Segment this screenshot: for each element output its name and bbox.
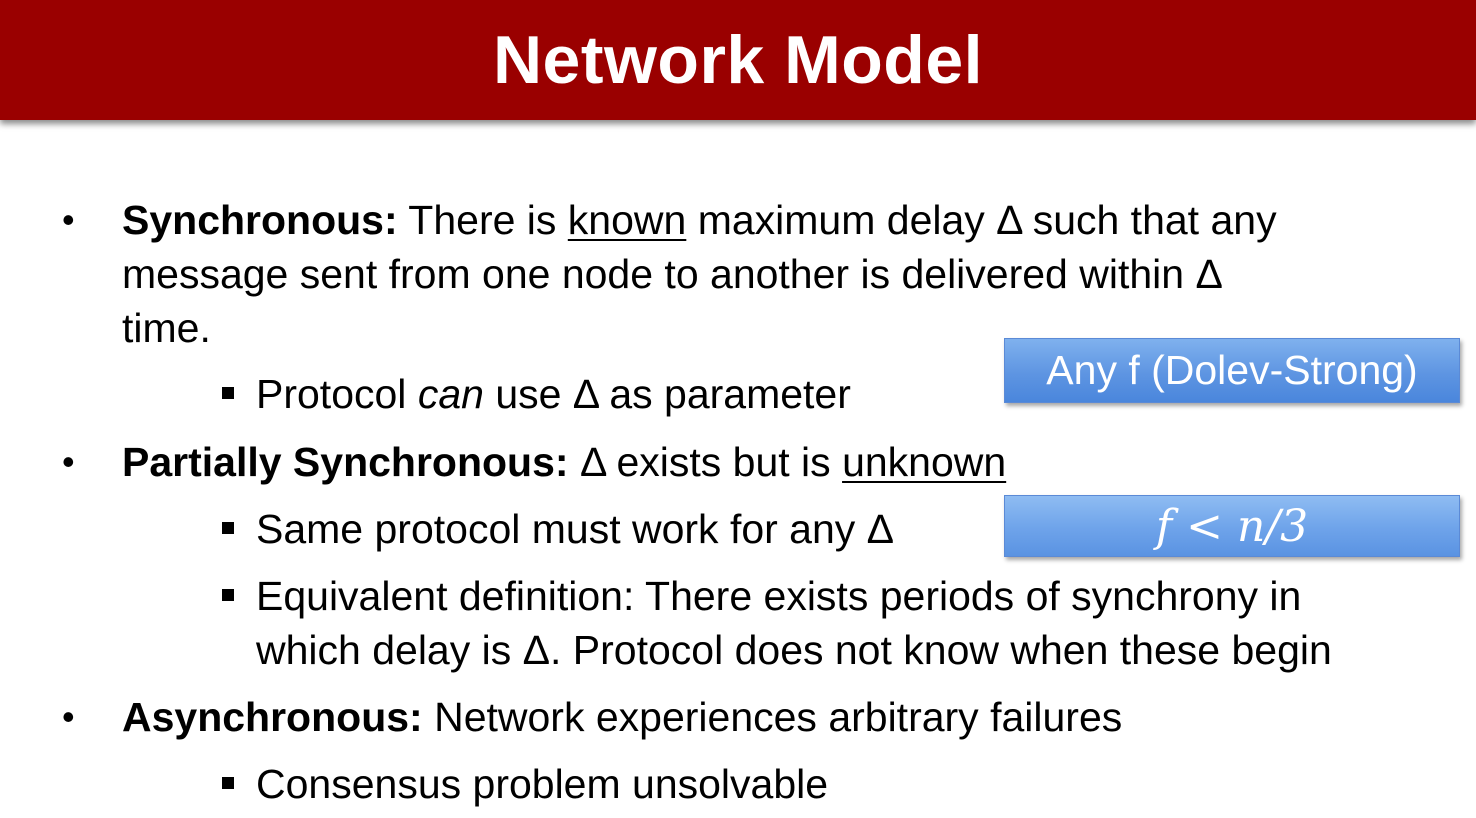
bullet-sync-line-3: time. xyxy=(122,305,211,351)
bullet-sync-line-1 xyxy=(122,196,1277,244)
sync-known: known xyxy=(567,197,687,243)
sub-partial-2-line-1: Equivalent definition: There exists periods of synchrony in xyxy=(256,573,1302,619)
bullet-partial-line-1 xyxy=(122,438,1006,486)
sub-partial-2-line-2: which delay is Δ. Protocol does not know when these begin xyxy=(256,627,1332,673)
callout-math-text: f < n/3 xyxy=(1155,500,1309,552)
title-bar xyxy=(0,0,1476,120)
sub-sync-pre: Protocol xyxy=(256,371,418,417)
bullet-dot: • xyxy=(62,199,75,240)
sub-sync-protocol xyxy=(256,370,851,418)
slide-title: Network Model xyxy=(492,22,984,98)
sync-text-1: There is xyxy=(397,197,568,243)
square-bullet xyxy=(222,589,234,601)
bullet-dot: • xyxy=(62,441,75,482)
partial-label: Partially Synchronous: xyxy=(122,439,569,485)
callout-dolev-strong xyxy=(1004,338,1460,403)
bullet-dot: • xyxy=(62,696,75,737)
sync-text-2: maximum delay Δ such that any xyxy=(686,197,1277,243)
async-text-1: Network experiences arbitrary failures xyxy=(422,694,1123,740)
bullet-sync-line-2: message sent from one node to another is delivered within Δ xyxy=(122,251,1223,297)
partial-unknown: unknown xyxy=(842,439,1007,485)
square-bullet xyxy=(222,387,234,399)
sub-sync-italic: can xyxy=(417,371,484,417)
callout-dolev-text: Any f (Dolev-Strong) xyxy=(1046,347,1418,393)
square-bullet xyxy=(222,777,234,789)
sub-async-1: Consensus problem unsolvable xyxy=(256,761,829,807)
partial-text-1: Δ exists but is xyxy=(568,439,843,485)
callout-f-less-n-third xyxy=(1004,495,1460,557)
bullet-async-line-1 xyxy=(122,693,1122,741)
sub-sync-post: use Δ as parameter xyxy=(483,371,851,417)
sync-label: Synchronous: xyxy=(122,197,398,243)
square-bullet xyxy=(222,522,234,534)
async-label: Asynchronous: xyxy=(122,694,423,740)
sub-partial-1: Same protocol must work for any Δ xyxy=(256,506,895,552)
